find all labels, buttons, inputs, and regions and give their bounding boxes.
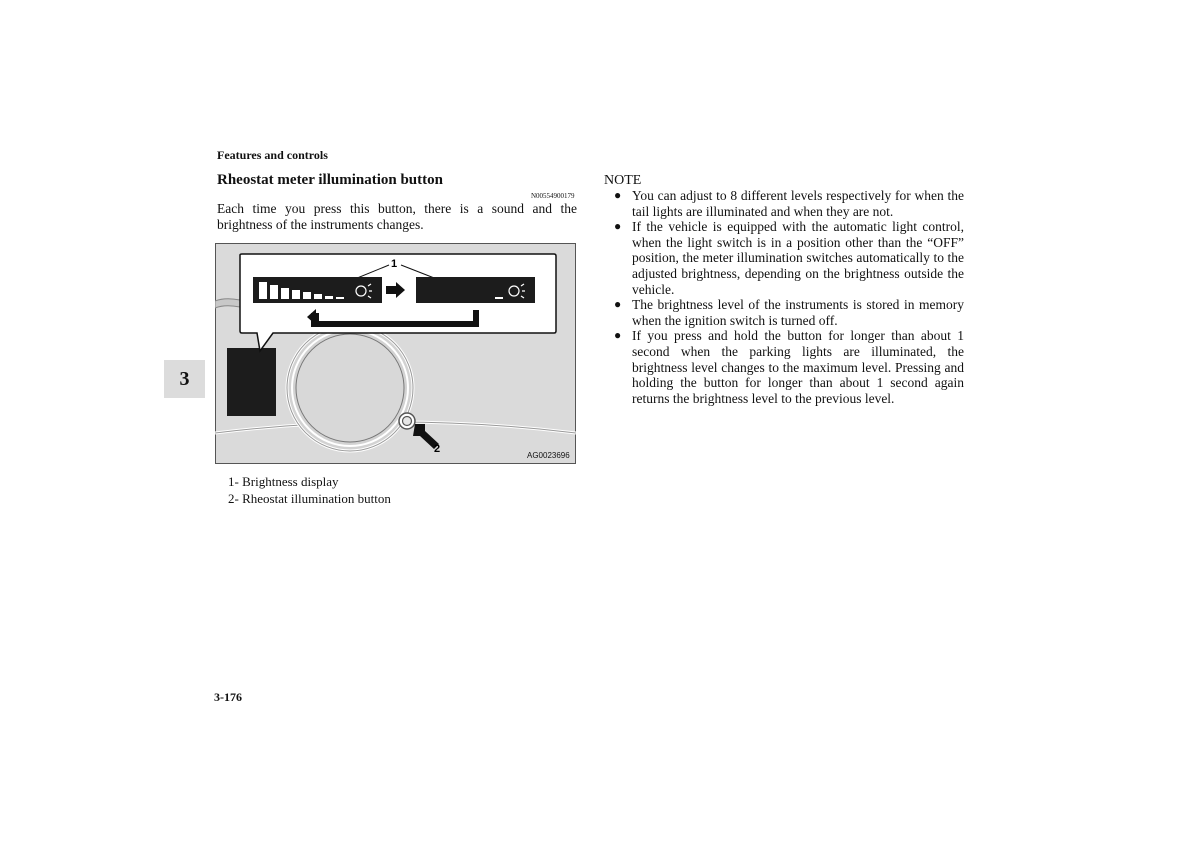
- brightness-bar: [270, 285, 278, 299]
- intro-paragraph: Each time you press this button, there is a sound and the brightness of the instruments changes.: [217, 201, 577, 232]
- caption-item: 1- Brightness display: [228, 474, 339, 489]
- brightness-bar: [281, 288, 289, 299]
- illustration: [215, 243, 576, 464]
- note-item: ● You can adjust to 8 different levels respectively for when the tail lights are illuminated and when they are not.: [614, 188, 964, 219]
- note-item: ● If you press and hold the button for longer than about 1 second when the parking lights are illuminated, the brightness level changes to the maximum level. Pressing and holding the button for longer than about 1 second again returns the brightness level to the previous level.: [614, 328, 964, 406]
- chapter-number: 3: [179, 367, 190, 390]
- illustration-svg: [215, 243, 576, 464]
- chapter-tab: [164, 360, 205, 398]
- bullet-icon: ●: [614, 328, 622, 343]
- bullet-icon: ●: [614, 188, 622, 202]
- bullet-icon: ●: [614, 297, 622, 312]
- brightness-bars-after: [495, 297, 503, 299]
- note-list: [614, 188, 964, 406]
- callout-1: 1: [391, 258, 398, 270]
- brightness-bar: [259, 282, 267, 299]
- note-heading: NOTE: [604, 173, 642, 188]
- caption-item: 2- Rheostat illumination button: [228, 491, 391, 506]
- note-item: ● If the vehicle is equipped with the automatic light control, when the light switch is in a position other than the “OFF” position, the meter illumination switches automatically to the adjusted brightness, depending on the brightness outside the vehicle.: [614, 219, 964, 297]
- page-title: Rheostat meter illumination button: [217, 172, 443, 188]
- section-header: Features and controls: [217, 148, 328, 162]
- brightness-bar: [292, 290, 300, 299]
- callout-2: 2: [434, 443, 441, 455]
- brightness-display-after: [416, 277, 535, 303]
- left-display: [227, 348, 276, 416]
- figure-captions: [228, 473, 391, 507]
- note-item: ● The brightness level of the instruments is stored in memory when the ignition switch is turned off.: [614, 297, 964, 328]
- bullet-icon: ●: [614, 219, 622, 234]
- brightness-bar: [303, 292, 311, 299]
- page-number: 3-176: [214, 690, 242, 704]
- brightness-bar: [336, 297, 344, 299]
- brightness-bar: [495, 297, 503, 299]
- brightness-bar: [325, 296, 333, 299]
- figure-id: AG0023696: [527, 451, 570, 460]
- gauge-face: [296, 334, 404, 442]
- reference-code: N00554900179: [531, 192, 575, 200]
- brightness-bar: [314, 294, 322, 299]
